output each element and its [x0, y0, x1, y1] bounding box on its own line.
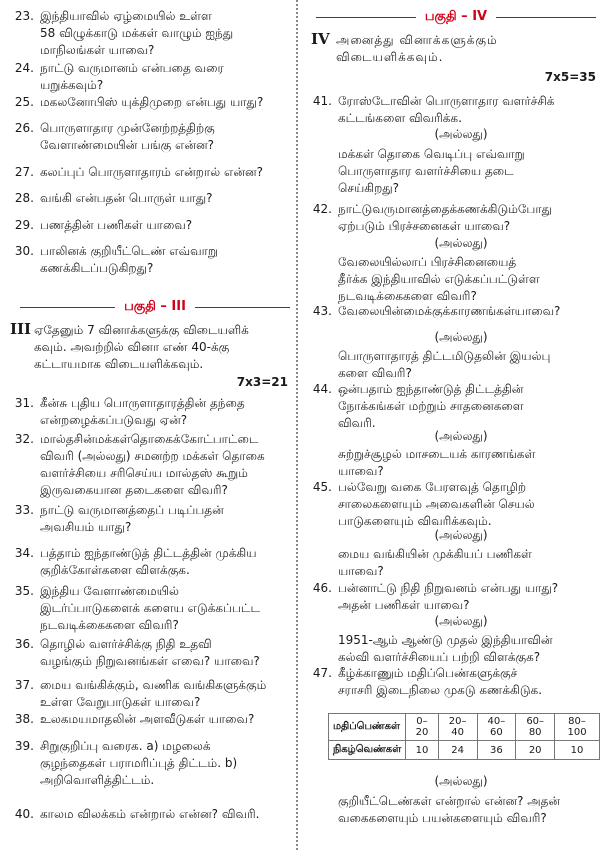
or-separator: (அல்லது): [434, 614, 488, 628]
question-text: [40, 806, 290, 823]
question-line: பல்வேறு வகை பேரளவுத் தொழிற்: [338, 480, 527, 494]
section-4-instructions: அனைத்து வினாக்களுக்கும் விடையளிக்கவும்.: [336, 33, 498, 64]
alternative-question: [338, 254, 596, 305]
table-cell: 10: [406, 741, 439, 760]
question-number: 45.: [312, 480, 332, 494]
question-line: மைய வங்கியின் முக்கியப் பணிகள்: [338, 547, 532, 561]
question-line: வகைகளையும் பயன்களையும் விவரி?: [338, 811, 547, 825]
question-line: மாநிலங்கள் யாவை?: [40, 43, 155, 57]
question-number: 43.: [312, 304, 332, 318]
or-separator: (அல்லது): [434, 330, 488, 344]
question-line: நடவடிக்கைகளை விவரி?: [338, 289, 477, 303]
table-cell: 20: [516, 741, 555, 760]
question-line: சராசரி இடைநிலை முகடு கணக்கிடுக.: [338, 683, 543, 697]
alternative-question: [338, 348, 596, 382]
question-text: [338, 93, 598, 127]
question-line: அதன் பணிகள் யாவை?: [338, 598, 470, 612]
question-number: 37.: [14, 678, 34, 692]
question-text: [40, 60, 290, 94]
question-number: 27.: [14, 165, 34, 179]
question-text: [40, 190, 290, 207]
question-line: இந்தியாவில் ஏழ்மையில் உள்ள: [40, 9, 212, 23]
question-text: [40, 94, 290, 111]
question-line: வேளாண்மையின் பங்கு என்ன?: [40, 138, 215, 152]
question-line: கல்வி வளர்ச்சியைப் பற்றி விளக்குக?: [338, 650, 541, 664]
question-text: [338, 303, 598, 320]
question-text: [40, 120, 290, 154]
section-4-marks: 7x5=35: [544, 70, 596, 84]
table-cell: 0–20: [406, 714, 439, 741]
question-text: [40, 711, 290, 728]
question-line: வேலையில்லாப் பிரச்சினையைத்: [338, 255, 517, 269]
table-cell: 36: [477, 741, 516, 760]
question-line: கீன்சு புதிய பொருளாதாரத்தின் தந்தை: [40, 396, 245, 410]
or-separator: (அல்லது): [434, 429, 488, 443]
question-line: வங்கி என்பதன் பொருள் யாது?: [40, 191, 213, 205]
question-line: சாலைகளையும் அவைகளின் செயல்: [338, 497, 535, 511]
section-4-roman: IV: [311, 30, 330, 48]
question-line: கலப்புப் பொருளாதாரம் என்றால் என்ன?: [40, 165, 263, 179]
question-text: [338, 580, 598, 614]
column-divider: [296, 0, 298, 850]
section-3-marks: 7x3=21: [236, 375, 288, 389]
question-line: குறிக்கோள்களை விளக்குக.: [40, 563, 190, 577]
question-line: பாலினக் குறியீட்டெண் எவ்வாறு: [40, 244, 218, 258]
question-line: 1951-ஆம் ஆண்டு முதல் இந்தியாவின்: [338, 633, 553, 647]
question-line: மக்கள் தொகை வெடிப்பு எவ்வாறு: [338, 147, 525, 161]
question-line: விவரி.: [338, 416, 376, 430]
question-line: கணக்கிடப்படுகிறது?: [40, 261, 154, 275]
question-line: யறுக்கவும்?: [40, 78, 104, 92]
question-line: களை விவரி?: [338, 366, 412, 380]
section-3-instructions: ஏதேனும் 7 வினாக்களுக்கு விடையளிக் கவும். அவற்றில் வினா எண் 40-க்கு கட்டாயமாக விடையளிக்கவும்.: [34, 323, 249, 371]
question-line: வேலையின்மைக்குக்காரணங்கள்யாவை?: [338, 304, 561, 318]
question-line: அறிவொளித்திட்டம்.: [40, 773, 155, 787]
question-number: 33.: [14, 503, 34, 517]
question-line: இருவகையான தடைகளை விவரி?: [40, 483, 228, 497]
question-line: இந்திய வேளாண்மையில்: [40, 584, 179, 598]
question-text: [40, 164, 290, 181]
question-line: பன்னாட்டு நிதி நிறுவனம் என்பது யாது?: [338, 581, 559, 595]
question-text: [40, 545, 290, 579]
question-line: பாடுகளையும் விவரிக்கவும்.: [338, 514, 492, 528]
question-number: 30.: [14, 244, 34, 258]
question-number: 46.: [312, 581, 332, 595]
question-line: உலகமயமாதலின் அளவீடுகள் யாவை?: [40, 712, 255, 726]
question-line: தீர்க்க இந்தியாவில் எடுக்கப்பட்டுள்ள: [338, 272, 540, 286]
question-text: [40, 502, 290, 536]
table-row: [329, 741, 600, 760]
or-separator: (அல்லது): [434, 774, 488, 788]
question-text: [40, 395, 290, 429]
question-line: பத்தாம் ஐந்தாண்டுத் திட்டத்தின் முக்கிய: [40, 546, 257, 560]
question-line: சுற்றுச்சூழல் மாசடையக் காரணங்கள்: [338, 447, 536, 461]
table-cell: 24: [438, 741, 477, 760]
question-text: [338, 201, 598, 235]
question-line: நாட்டுவருமானத்தைக்கணக்கிடும்போது: [338, 202, 553, 216]
alternative-question: [338, 146, 596, 197]
question-text: [40, 8, 290, 59]
question-line: கட்டங்களை விவரிக்க.: [338, 111, 462, 125]
question-line: மைய வங்கிக்கும், வணிக வங்கிகளுக்கும்: [40, 678, 267, 692]
question-number: 38.: [14, 712, 34, 726]
question-number: 29.: [14, 218, 34, 232]
question-line: தொழில் வளர்ச்சிக்கு நிதி உதவி: [40, 637, 212, 651]
question-line: காலம விலக்கம் என்றால் என்ன? விவரி.: [40, 807, 260, 821]
question-text: [40, 243, 290, 277]
question-number: 41.: [312, 94, 332, 108]
question-line: ஒன்பதாம் ஐந்தாண்டுத் திட்டத்தின்: [338, 382, 524, 396]
question-line: நோக்கங்கள் மற்றும் சாதனைகளை: [338, 399, 524, 413]
question-line: இடர்ப்பாடுகளைக் களைய எடுக்கப்பட்ட: [40, 601, 261, 615]
alternative-question: [338, 793, 596, 827]
question-line: வழங்கும் நிறுவனங்கள் எவை? யாவை?: [40, 654, 260, 668]
question-line: பொருளாதார முன்னேற்றத்திற்கு: [40, 121, 215, 135]
question-number: 26.: [14, 121, 34, 135]
question-text: [40, 677, 290, 711]
alternative-question: [338, 632, 596, 666]
question-number: 47.: [312, 666, 332, 680]
question-line: 58 விழுக்காடு மக்கள் வாழும் ஐந்து: [40, 26, 234, 40]
alternative-question: [338, 546, 596, 580]
question-line: சிறுகுறிப்பு வரைக. a) மழலைக்: [40, 739, 211, 753]
question-line: பணத்தின் பணிகள் யாவை?: [40, 218, 193, 232]
section-3-heading: பகுதி – III: [20, 299, 290, 315]
question-line: ரோஸ்டோவின் பொருளாதார வளர்ச்சிக்: [338, 94, 555, 108]
table-cell: 40–60: [477, 714, 516, 741]
question-number: 39.: [14, 739, 34, 753]
question-line: நாட்டு வருமானத்தைப் படிப்பதன்: [40, 503, 224, 517]
question-line: பொருளாதாரத் திட்டமிடுதலின் இயல்பு: [338, 349, 551, 363]
or-separator: (அல்லது): [434, 127, 488, 141]
question-number: 28.: [14, 191, 34, 205]
table-row-label: நிகழ்வெண்கள்: [329, 741, 406, 760]
question-number: 25.: [14, 95, 34, 109]
question-line: வளர்ச்சியை சரிசெய்ய மால்தஸ் கூறும்: [40, 466, 248, 480]
table-row-label: மதிப்பெண்கள்: [329, 714, 406, 741]
question-line: யாவை?: [338, 564, 384, 578]
question-number: 24.: [14, 61, 34, 75]
question-line: நாட்டு வருமானம் என்பதை வரை: [40, 61, 224, 75]
question-number: 32.: [14, 432, 34, 446]
question-text: [40, 738, 290, 789]
question-line: நடவடிக்கைகளை விவரி?: [40, 618, 179, 632]
question-line: செய்கிறது?: [338, 181, 400, 195]
question-line: குழந்தைகள் பராமரிப்புத் திட்டம். b): [40, 756, 238, 770]
question-line: உள்ள வேறுபாடுகள் யாவை?: [40, 695, 201, 709]
question-line: மகலனோபிஸ் யுக்திமுறை என்பது யாது?: [40, 95, 264, 109]
question-text: [40, 217, 290, 234]
question-number: 23.: [14, 9, 34, 23]
question-text: [338, 381, 598, 432]
table-row: [329, 714, 600, 741]
question-text: [40, 583, 290, 634]
question-line: கீழ்க்காணும் மதிப்பெண்களுக்குச்: [338, 666, 518, 680]
section-3-roman: III: [10, 320, 32, 338]
question-number: 31.: [14, 396, 34, 410]
question-line: பொருளாதார வளர்ச்சியை தடை: [338, 164, 514, 178]
table-cell: 80–100: [555, 714, 600, 741]
question-number: 34.: [14, 546, 34, 560]
question-line: மால்தசின்மக்கள்தொகைக்கோட்பாட்டை: [40, 432, 259, 446]
table-cell: 20–40: [438, 714, 477, 741]
question-line: அவசியம் யாது?: [40, 520, 132, 534]
question-text: [40, 636, 290, 670]
question-line: ஏற்படும் பிரச்சனைகள் யாவை?: [338, 219, 511, 233]
or-separator: (அல்லது): [434, 528, 488, 542]
question-number: 42.: [312, 202, 332, 216]
marks-frequency-table: [328, 713, 600, 760]
table-cell: 60–80: [516, 714, 555, 741]
question-line: யாவை?: [338, 464, 384, 478]
question-number: 44.: [312, 382, 332, 396]
question-number: 40.: [14, 807, 34, 821]
question-line: என்றழைக்கப்படுவது ஏன்?: [40, 413, 188, 427]
or-separator: (அல்லது): [434, 236, 488, 250]
alternative-question: [338, 446, 596, 480]
section-4-heading: பகுதி – IV: [316, 9, 596, 25]
question-text: [40, 431, 290, 499]
question-number: 36.: [14, 637, 34, 651]
question-line: விவரி (அல்லது) சமனற்ற மக்கள் தொகை: [40, 449, 265, 463]
table-cell: 10: [555, 741, 600, 760]
question-number: 35.: [14, 584, 34, 598]
question-line: குறியீட்டெண்கள் என்றால் என்ன? அதன்: [338, 794, 561, 808]
question-text: [338, 665, 598, 699]
question-text: [338, 479, 598, 530]
